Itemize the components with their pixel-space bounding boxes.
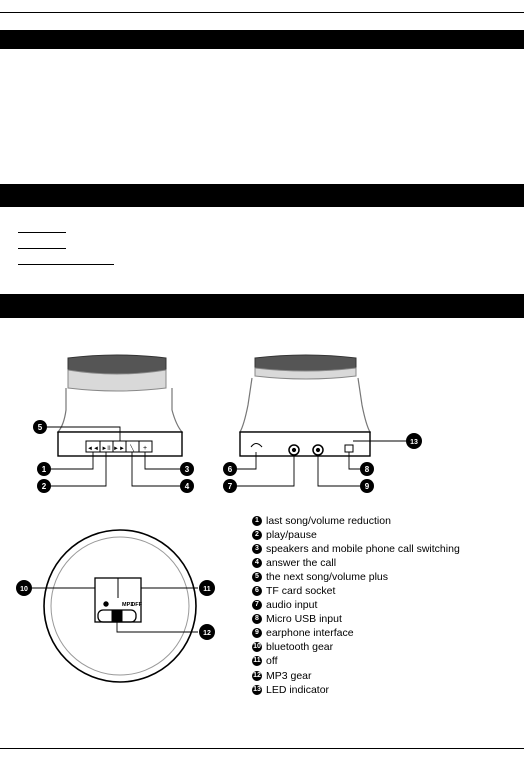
legend-label: audio input [266,599,318,612]
speaker-bottom-view [32,530,198,682]
svg-text:9: 9 [364,482,370,491]
legend-label: Micro USB input [266,613,342,626]
legend-label: speakers and mobile phone call switching [266,543,460,556]
legend-number-badge: 12 [252,671,262,681]
legend-label: play/pause [266,529,317,542]
legend-number-badge: 9 [252,628,262,638]
parts-legend [252,514,460,697]
link-placeholder-1[interactable] [18,232,66,233]
svg-text:►II: ►II [101,446,111,452]
speaker-front-view [46,355,182,486]
legend-label: LED indicator [266,683,330,696]
link-placeholder-3[interactable] [18,264,114,265]
svg-text:6: 6 [227,465,233,474]
legend-number-badge: 11 [252,656,262,666]
legend-item [252,654,460,668]
svg-text:7: 7 [227,482,233,491]
svg-text:11: 11 [203,586,211,593]
legend-number-badge: 6 [252,586,262,596]
svg-text:►►: ►► [113,446,125,452]
legend-item [252,598,460,612]
legend-number-badge: 8 [252,614,262,624]
legend-item [252,640,460,654]
svg-text:╲: ╲ [130,446,134,452]
legend-label: earphone interface [266,627,354,640]
svg-text:8: 8 [364,465,370,474]
legend-item [252,514,460,528]
legend-number-badge: 13 [252,685,262,695]
svg-text:13: 13 [410,439,418,446]
legend-item [252,584,460,598]
svg-text:+: + [142,445,148,452]
legend-item [252,570,460,584]
legend-item [252,626,460,640]
legend-item [252,556,460,570]
svg-text:10: 10 [20,586,28,593]
legend-item [252,683,460,697]
svg-text:5: 5 [37,423,43,432]
bottom-rule [0,748,524,749]
section-header-bar-1 [0,30,524,49]
legend-number-badge: 4 [252,558,262,568]
legend-label: MP3 gear [266,669,312,682]
svg-text:12: 12 [203,630,211,637]
legend-label: TF card socket [266,585,336,598]
top-rule [0,12,524,13]
svg-text:1: 1 [41,465,47,474]
svg-text:◄◄: ◄◄ [87,446,99,452]
legend-label: last song/volume reduction [266,515,391,527]
svg-text:OFF: OFF [131,602,142,608]
legend-number-badge: 1 [252,516,262,526]
legend-item [252,542,460,556]
legend-label: the next song/volume plus [266,571,388,584]
legend-item [252,528,460,542]
legend-number-badge: 10 [252,642,262,652]
legend-number-badge: 3 [252,544,262,554]
link-placeholder-2[interactable] [18,248,66,249]
legend-label: answer the call [266,557,337,570]
legend-number-badge: 2 [252,530,262,540]
svg-text:4: 4 [184,482,190,491]
section-header-bar-3 [0,294,524,318]
svg-text:MP3: MP3 [122,602,134,608]
legend-item [252,669,460,683]
svg-text:2: 2 [41,482,47,491]
legend-label: off [266,655,278,668]
section-header-bar-2 [0,184,524,207]
speaker-back-view [236,355,406,486]
legend-number-badge: 5 [252,572,262,582]
legend-label: bluetooth gear [266,641,334,654]
legend-item [252,612,460,626]
legend-number-badge: 7 [252,600,262,610]
svg-text:3: 3 [184,465,190,474]
link-list [18,232,114,280]
